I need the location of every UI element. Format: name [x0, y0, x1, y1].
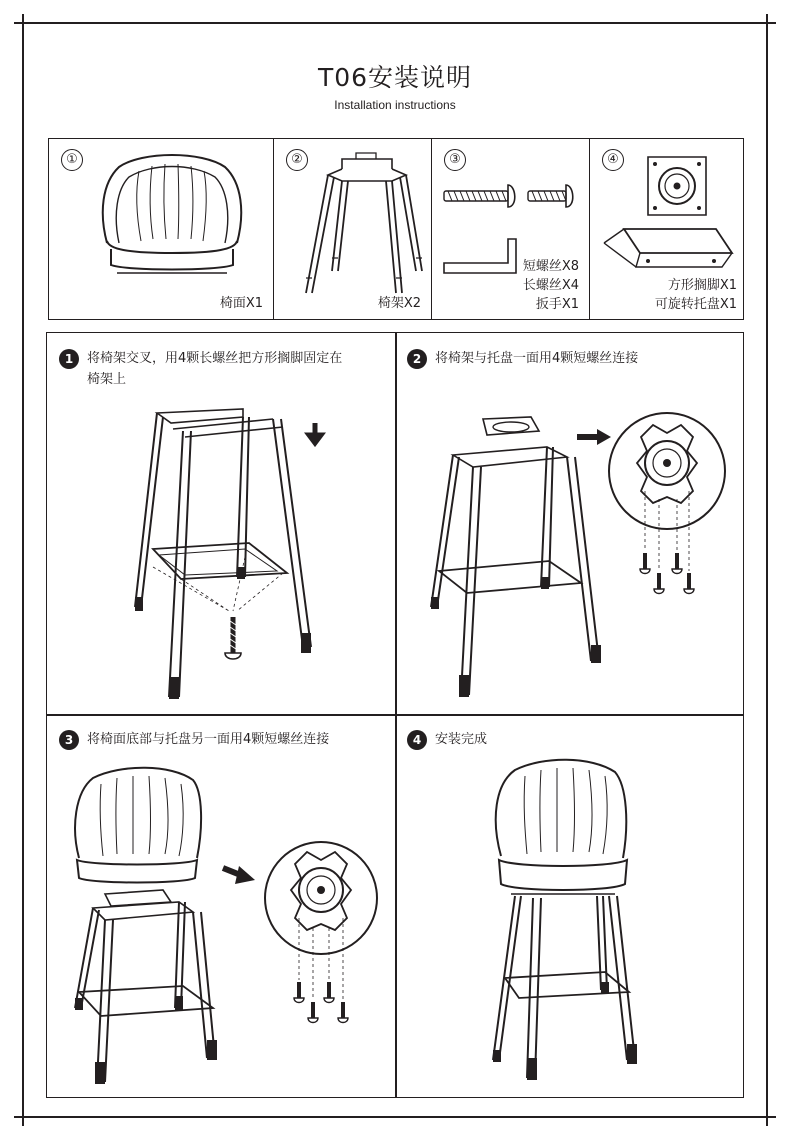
part-label: 长螺丝X4: [522, 278, 579, 293]
corner-mark: [766, 14, 768, 22]
long-screw-icon: [444, 185, 520, 207]
page-title: T06安装说明: [317, 63, 473, 92]
short-screw-icon: [528, 185, 578, 207]
corner-mark: [766, 1118, 768, 1126]
step-4: [397, 716, 745, 1099]
allen-wrench-icon: [444, 239, 524, 279]
corner-mark: [14, 1116, 22, 1118]
step-number: 4: [407, 730, 427, 750]
corner-mark: [768, 1116, 776, 1118]
part-number: ④: [602, 149, 624, 171]
part-cell-hardware: [432, 139, 590, 319]
step-text: 椅架上: [87, 372, 127, 387]
part-label: 扳手X1: [535, 297, 579, 312]
step-3: [47, 716, 395, 1099]
swivel-plate-icon: [646, 155, 708, 217]
part-label: 可旋转托盘X1: [654, 297, 737, 312]
corner-mark: [22, 1118, 24, 1126]
step-text: 安装完成: [435, 732, 488, 747]
part-number: ①: [61, 149, 83, 171]
part-number: ②: [286, 149, 308, 171]
step-text: 将椅架与托盘一面用4颗短螺丝连接: [435, 351, 639, 366]
parts-table: [48, 138, 744, 320]
step-1: [47, 333, 395, 714]
corner-mark: [14, 22, 22, 24]
step-number: 3: [59, 730, 79, 750]
steps-grid: [46, 332, 744, 1098]
step-2: [397, 333, 745, 714]
step2-illustration: [427, 411, 737, 701]
part-cell-plate: [590, 139, 745, 319]
seat-illustration: [97, 153, 247, 283]
corner-mark: [768, 22, 776, 24]
step4-illustration: [487, 760, 647, 1080]
square-footrest-icon: [604, 225, 734, 271]
part-cell-frame: [274, 139, 432, 319]
part-cell-seat: [49, 139, 274, 319]
step1-illustration: [133, 407, 333, 707]
part-label: 方形搁脚X1: [667, 278, 737, 293]
step-number: 1: [59, 349, 79, 369]
corner-mark: [22, 14, 24, 22]
step3-illustration: [71, 768, 381, 1088]
page-subtitle: Installation instructions: [334, 98, 456, 112]
part-label: 椅架X2: [377, 296, 421, 311]
frame-illustration: [284, 153, 424, 293]
step-text: 将椅架交叉，用4颗长螺丝把方形搁脚固定在: [87, 351, 343, 366]
part-label: 短螺丝X8: [522, 259, 579, 274]
step-number: 2: [407, 349, 427, 369]
part-label: 椅面X1: [219, 296, 263, 311]
part-number: ③: [444, 149, 466, 171]
step-text: 将椅面底部与托盘另一面用4颗短螺丝连接: [87, 732, 330, 747]
